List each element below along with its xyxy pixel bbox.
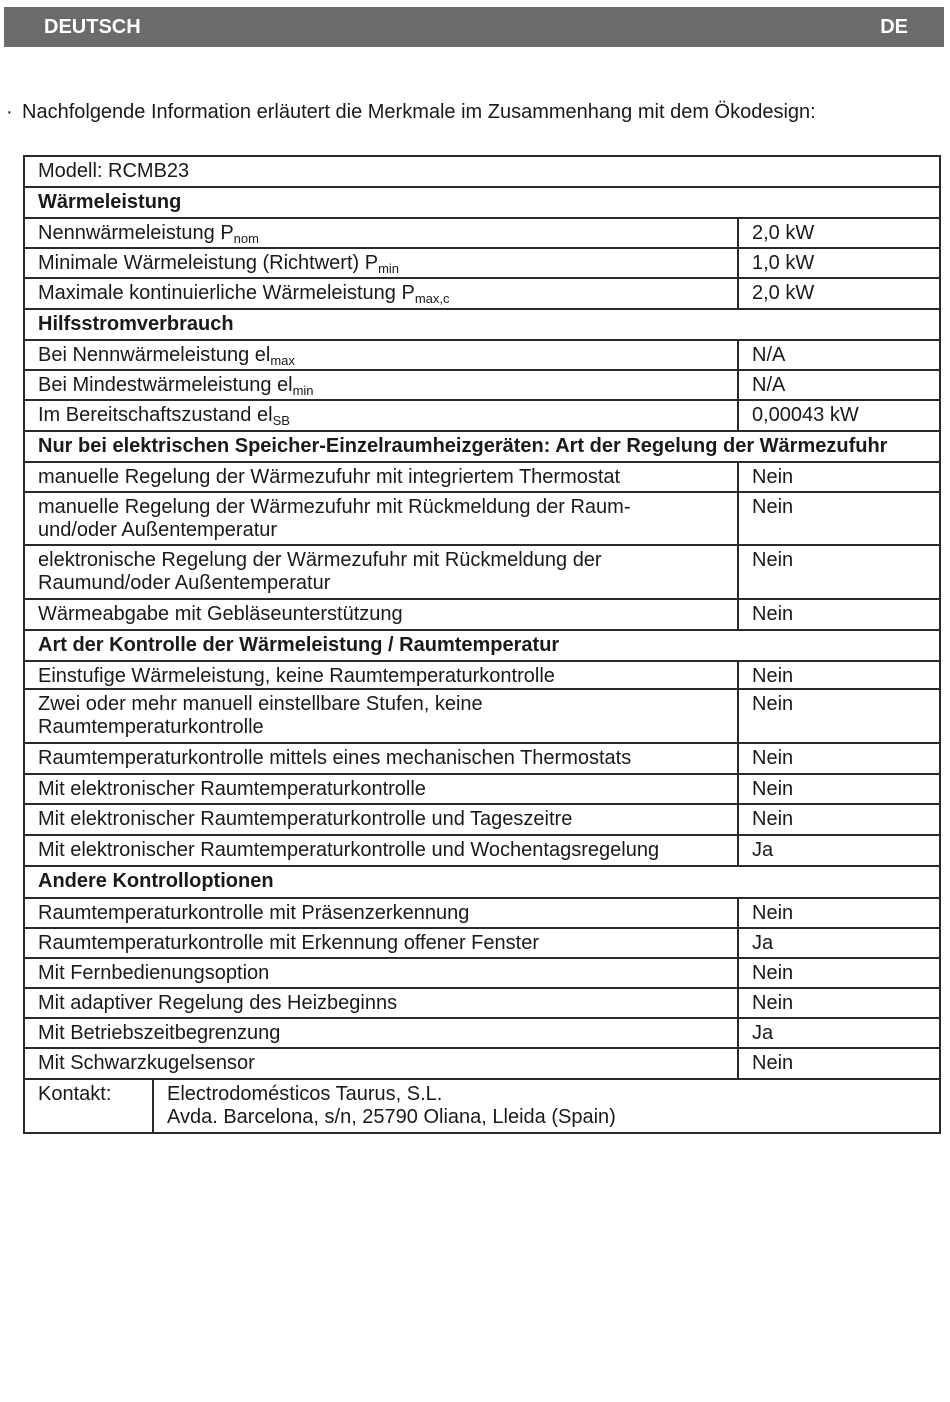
section-title: Hilfsstromverbrauch (24, 309, 940, 340)
row-value: 1,0 kW (738, 248, 940, 278)
contact-company: Electrodomésticos Taurus, S.L. (167, 1083, 443, 1105)
row-value: Nein (738, 599, 940, 630)
section-title: Nur bei elektrischen Speicher-Einzelraumheizgeräten: Art der Regelung der Wärmezufuhr (24, 431, 940, 462)
row-value: Nein (738, 988, 940, 1018)
row-value: Nein (738, 689, 940, 743)
row-value: Nein (738, 804, 940, 835)
table-row (24, 774, 940, 804)
row-value: Nein (738, 898, 940, 928)
row-label: Raumtemperaturkontrolle mit Erkennung offener Fenster (24, 928, 738, 958)
row-label: Mit elektronischer Raumtemperaturkontrolle und Tageszeitre (24, 804, 738, 835)
row-label: Bei Mindestwärmeleistung $el_{min}$ (24, 370, 738, 400)
row-label: Raumtemperaturkontrolle mittels eines mechanischen Thermostats (24, 743, 738, 774)
contact-label: Kontakt: (24, 1079, 153, 1133)
row-label: Raumtemperaturkontrolle mit Präsenzerkennung (24, 898, 738, 928)
row-label: Zwei oder mehr manuell einstellbare Stufen, keine Raumtemperaturkontrolle (24, 689, 738, 743)
table-row (24, 340, 940, 370)
table-row (24, 958, 940, 988)
language-code: DE (880, 16, 908, 38)
table-row (24, 689, 940, 743)
row-label: Bei Nennwärmeleistung $el_{max}$ (24, 340, 738, 370)
section-title: Andere Kontrolloptionen (24, 866, 940, 898)
page-header-bar (4, 7, 944, 47)
table-row (24, 661, 940, 689)
row-value: 2,0 kW (738, 218, 940, 248)
row-label: Mit adaptiver Regelung des Heizbeginns (24, 988, 738, 1018)
row-value: 0,00043 kW (738, 400, 940, 431)
row-value: 2,0 kW (738, 278, 940, 309)
table-row (24, 462, 940, 492)
table-row (24, 278, 940, 309)
row-label: Mit elektronischer Raumtemperaturkontrolle (24, 774, 738, 804)
section-header-row (24, 431, 940, 462)
language-label: DEUTSCH (44, 16, 141, 38)
table-row (24, 492, 940, 545)
table-row (24, 743, 940, 774)
row-value: Ja (738, 1018, 940, 1048)
section-title: Art der Kontrolle der Wärmeleistung / Raumtemperatur (24, 630, 940, 661)
row-label: Mit Fernbedienungsoption (24, 958, 738, 988)
table-row (24, 835, 940, 866)
row-label: Mit Schwarzkugelsensor (24, 1048, 738, 1079)
table-row (24, 1018, 940, 1048)
contact-address: Avda. Barcelona, s/n, 25790 Oliana, Lleida (Spain) (167, 1106, 616, 1128)
row-label: Einstufige Wärmeleistung, keine Raumtemperaturkontrolle (24, 661, 738, 689)
section-header-row (24, 309, 940, 340)
table-row (24, 988, 940, 1018)
row-value: Ja (738, 928, 940, 958)
row-label: elektronische Regelung der Wärmezufuhr mit Rückmeldung der Raumund/oder Außentemperatur (24, 545, 738, 599)
intro-sentence: Nachfolgende Information erläutert die Merkmale im Zusammenhang mit dem Ökodesign: (22, 101, 816, 123)
table-row (24, 599, 940, 630)
section-header-row (24, 630, 940, 661)
table-row (24, 898, 940, 928)
row-label: Wärmeabgabe mit Gebläseunterstützung (24, 599, 738, 630)
row-label: Minimale Wärmeleistung (Richtwert) $P_{min}$ (24, 248, 738, 278)
bullet-icon: · (6, 101, 13, 123)
table-row (24, 928, 940, 958)
row-value: Nein (738, 958, 940, 988)
row-value: N/A (738, 370, 940, 400)
intro-text (6, 101, 816, 124)
row-value: Nein (738, 462, 940, 492)
row-label: Mit elektronischer Raumtemperaturkontrolle und Wochentagsregelung (24, 835, 738, 866)
table-row (24, 370, 940, 400)
table-row (24, 804, 940, 835)
row-label: Mit Betriebszeitbegrenzung (24, 1018, 738, 1048)
table-row (24, 248, 940, 278)
row-value: N/A (738, 340, 940, 370)
row-value: Ja (738, 835, 940, 866)
table-row (24, 1048, 940, 1079)
row-value: Nein (738, 661, 940, 689)
table-row (24, 218, 940, 248)
row-label: Nennwärmeleistung $P_{nom}$ (24, 218, 738, 248)
ecodesign-table (23, 155, 941, 1134)
row-label: Maximale kontinuierliche Wärmeleistung $P_{max,c}$ (24, 278, 738, 309)
section-header-row (24, 866, 940, 898)
row-label: Im Bereitschaftszustand $el_{SB}$ (24, 400, 738, 431)
section-title: Wärmeleistung (24, 187, 940, 218)
row-value: Nein (738, 492, 940, 545)
row-value: Nein (738, 743, 940, 774)
row-value: Nein (738, 545, 940, 599)
row-value: Nein (738, 1048, 940, 1079)
contact-row (24, 1079, 940, 1133)
row-label: manuelle Regelung der Wärmezufuhr mit integriertem Thermostat (24, 462, 738, 492)
section-header-row (24, 187, 940, 218)
row-value: Nein (738, 774, 940, 804)
model-row (24, 156, 940, 187)
model-cell: Modell: RCMB23 (24, 156, 940, 187)
table-row (24, 545, 940, 599)
contact-details (153, 1079, 940, 1133)
row-label: manuelle Regelung der Wärmezufuhr mit Rückmeldung der Raum- und/oder Außentemperatur (24, 492, 738, 545)
table-row (24, 400, 940, 431)
